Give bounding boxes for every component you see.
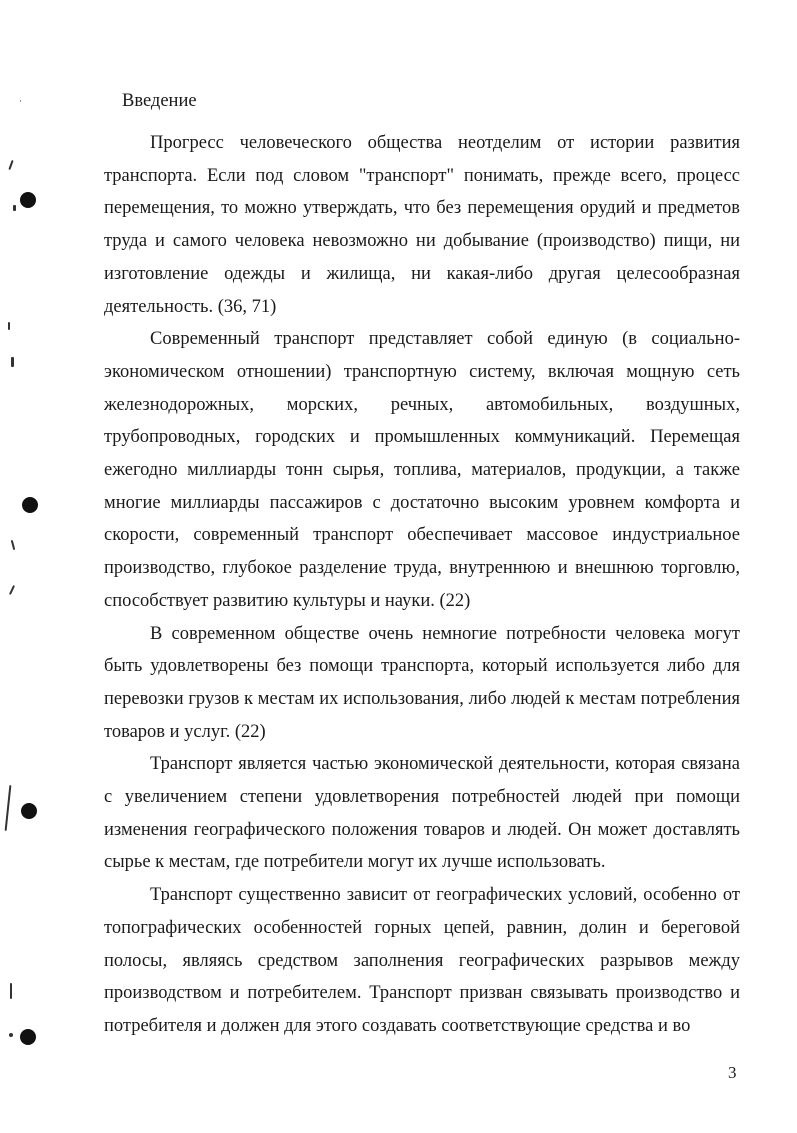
paragraph-5: Транспорт существенно зависит от географических условий, особенно от топографических особенностей горных цепей, равнин, долин и береговой полосы, являясь средством заполнения географических разрывов между производством и потребителем. Транспорт призван связывать производство и потребителя и должен для этого создавать соответствующие средства и во xyxy=(104,885,740,1036)
scan-speck xyxy=(13,205,16,211)
binding-hole xyxy=(22,497,38,513)
page-number: 3 xyxy=(728,1063,737,1082)
paragraph-2: Современный транспорт представляет собой единую (в социально-экономическом отношении) транспортную систему, включая мощную сеть железнодорожных, морских, речных, автомобильных, воздушных, трубопроводных, городских и промышленных коммуникаций. Перемещая ежегодно миллиарды тонн сырья, топлива, материалов, продукции, а также многие миллиарды пассажиров с достаточно высоким уровнем комфорта и скорости, современный транспорт обеспечивает массовое индустриальное производство, глубокое разделение труда, внутреннюю и внешнюю торговлю, способствует развитию культуры и науки. (22) xyxy=(104,329,740,611)
binding-hole xyxy=(20,1029,36,1045)
scan-scratch xyxy=(5,785,12,831)
scan-speck xyxy=(9,1033,13,1037)
scan-speck xyxy=(9,585,15,595)
scan-speck xyxy=(11,540,16,550)
scan-speck xyxy=(10,983,12,999)
scan-speck xyxy=(20,100,21,102)
binding-hole xyxy=(20,192,36,208)
paragraph-1: Прогресс человеческого общества неотделим от истории развития транспорта. Если под словом "транспорт" понимать, прежде всего, процесс перемещения, то можно утверждать, что без перемещения орудий и предметов труда и самого человека невозможно ни добывание (производство) пищи, ни изготовление одежды и жилища, ни какая-либо другая целесообразная деятельность. (36, 71) xyxy=(104,133,740,317)
scan-speck xyxy=(8,160,13,170)
body-text xyxy=(104,127,740,1043)
paragraph-3: В современном обществе очень немногие потребности человека могут быть удовлетворены без помощи транспорта, который используется либо для перевозки грузов к местам их использования, либо людей к местам потребления товаров и услуг. (22) xyxy=(104,623,740,742)
scan-speck xyxy=(8,322,10,330)
binding-hole xyxy=(21,803,37,819)
scan-speck xyxy=(11,357,14,367)
section-heading: Введение xyxy=(122,91,197,111)
paragraph-4: Транспорт является частью экономической деятельности, которая связана с увеличением степени удовлетворения потребностей людей при помощи изменения географического положения товаров и людей. Он может доставлять сырье к местам, где потребители могут их лучше использовать. xyxy=(104,754,740,873)
